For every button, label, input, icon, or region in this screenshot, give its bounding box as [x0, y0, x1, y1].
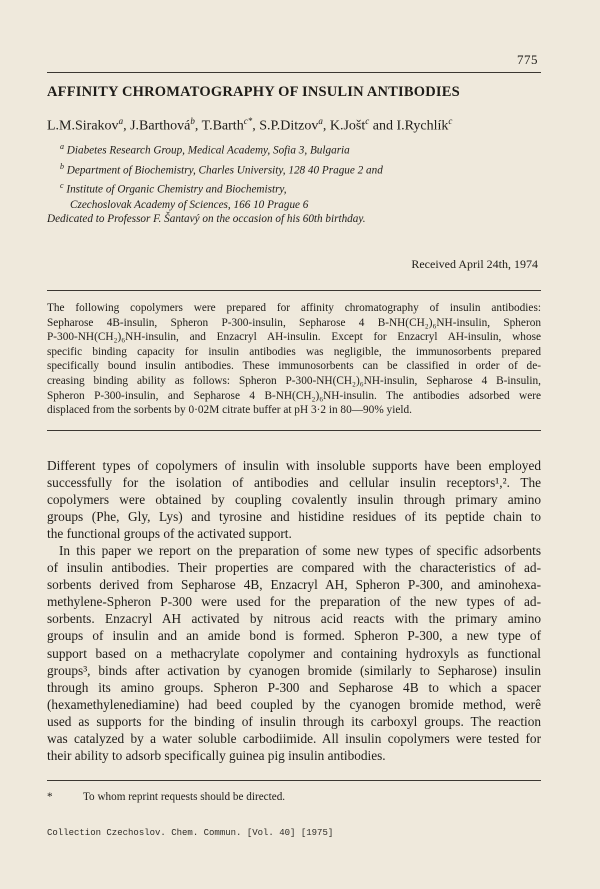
abstract-line: Spheron P-300-insulin, and Sepharose 4 B-NH(CH₂)₆NH-insulin. The antibodies adsorbed were	[47, 389, 541, 402]
body-line: support based on a methacrylate copolymer and containing hydroxyls as functional	[47, 645, 541, 661]
author-name: T.Barth	[201, 118, 244, 134]
body-line: of insulin antibodies. Their properties are compared with the characteristics of ad-	[47, 560, 541, 576]
author-separator: ,	[194, 118, 202, 134]
body-line: groups³, binds after activation by cyanogen bromide (similarly to Sepharose) insulin	[47, 662, 541, 678]
body-line: used as supports for the binding of insulin through its carboxyl groups. The reaction	[47, 713, 541, 729]
body-line: was catalyzed by a water soluble carbodiimide. All insulin copolymers were tested for	[47, 730, 541, 746]
body-line: groups (Phe, Gly, Lys) and tyrosine and histidine residues of its peptide chain to	[47, 509, 541, 525]
author-affiliation-mark: b	[190, 116, 195, 126]
footnote-mark: *	[47, 791, 53, 803]
author-separator: and	[369, 118, 397, 134]
body-line: sorbents derived from Sepharose 4B, Enzacryl AH, Spheron P-300, and aminohexa-	[47, 577, 541, 593]
header-rule	[47, 72, 541, 73]
author-name: J.Barthová	[130, 118, 191, 134]
abstract	[47, 301, 541, 418]
affiliation-line	[60, 139, 383, 159]
author-affiliation-mark: a	[118, 116, 124, 126]
affiliation-line	[60, 198, 383, 213]
body-line: (hexamethylenediamine) had beed coupled by the cyanogen bromide method, werê	[47, 696, 541, 712]
affiliation-line	[60, 159, 383, 179]
affiliation-text: Institute of Organic Chemistry and Biochemistry,	[66, 184, 287, 197]
body-line: their ability to adsorb specifically guinea pig insulin antibodies.	[47, 747, 386, 763]
footnote-rule	[47, 780, 541, 781]
author-separator: ,	[322, 118, 330, 134]
author-affiliation-mark: c*	[243, 116, 253, 126]
author-affiliation-mark: c	[365, 116, 370, 126]
abstract-line: The following copolymers were prepared for affinity chromatography of insulin antibodies:	[47, 302, 541, 314]
abstract-bottom-rule	[47, 430, 541, 431]
body-line: copolymers were obtained by coupling covalently insulin through primary amino	[47, 492, 541, 508]
body-text	[47, 457, 541, 764]
body-line: successfully for the isolation of antibodies and cellular insulin receptors¹,². The	[47, 475, 541, 491]
affiliation-line	[60, 178, 383, 198]
body-line: groups of insulin and an amide bond is formed. Spheron P-300, a new type of	[47, 628, 541, 644]
affiliations	[60, 139, 383, 213]
affiliation-mark: b	[60, 161, 64, 171]
affiliation-mark: a	[60, 142, 64, 151]
affiliation-text: Department of Biochemistry, Charles University, 128 40 Prague 2 and	[66, 164, 383, 177]
author-separator: ,	[123, 118, 131, 134]
body-line: methylene-Spheron P-300 were used for the preparation of the new types of ad-	[47, 594, 541, 610]
abstract-line: displaced from the sorbents by 0·02M citrate buffer at pH 3·2 in 80—90% yield.	[47, 404, 412, 417]
footnote	[47, 791, 285, 803]
received-date: Received April 24th, 1974	[411, 257, 538, 271]
author-name: I.Rychlík	[396, 118, 449, 134]
body-line: the functional groups of the activated support.	[47, 526, 292, 542]
affiliation-text: Diabetes Research Group, Medical Academy, Sofia 3, Bulgaria	[66, 144, 350, 157]
author-list	[47, 116, 452, 135]
author-name: L.M.Sirakov	[47, 118, 119, 134]
body-line: sorbents. Enzacryl AH activated by nitrous acid reacts with the primary amino	[47, 611, 541, 627]
abstract-line: specifically bound insulin antibodies. These immunosorbents can be classified in order of de-	[47, 360, 541, 373]
abstract-line: creasing binding ability as follows: Spheron P-300-NH(CH₂)₆NH-insulin, Sepharose 4 B-insulin,	[47, 374, 541, 387]
affiliation-mark: c	[60, 181, 64, 191]
author-separator: ,	[252, 118, 260, 134]
author-affiliation-mark: c	[448, 116, 453, 126]
author-affiliation-mark: a	[318, 116, 323, 126]
body-line: In this paper we report on the preparation of some new types of specific adsorbents	[59, 543, 541, 559]
body-line: Different types of copolymers of insulin with insoluble supports have been employed	[47, 458, 541, 473]
footnote-text: To whom reprint requests should be directed.	[83, 791, 286, 803]
journal-citation: Collection Czechoslov. Chem. Commun. [Vol. 40] [1975]	[47, 828, 334, 838]
article-title: AFFINITY CHROMATOGRAPHY OF INSULIN ANTIBODIES	[47, 84, 460, 100]
abstract-line: Sepharose 4B-insulin, Spheron P-300-insulin, Sepharose 4 B-NH(CH₂)₆NH-insulin, Spheron	[47, 316, 541, 329]
abstract-line: P-300-NH(CH₂)₆NH-insulin, and Enzacryl AH-insulin. Except for Enzacryl AH-insulin, whose	[47, 331, 541, 344]
abstract-top-rule	[47, 290, 541, 291]
affiliation-text: Czechoslovak Academy of Sciences, 166 10 Prague 6	[70, 199, 309, 212]
body-line: through its amino groups. Spheron P-300 and Sepharose 4B to which a spacer	[47, 679, 541, 695]
dedication: Dedicated to Professor F. Šantavý on the occasion of his 60th birthday.	[47, 213, 366, 225]
page-number: 775	[517, 52, 538, 67]
author-name: S.P.Ditzov	[259, 118, 319, 134]
author-name: K.Jošt	[329, 118, 366, 134]
abstract-line: specific binding capacity for insulin antibodies was negligible, the immunosorbents prepared	[47, 345, 541, 358]
